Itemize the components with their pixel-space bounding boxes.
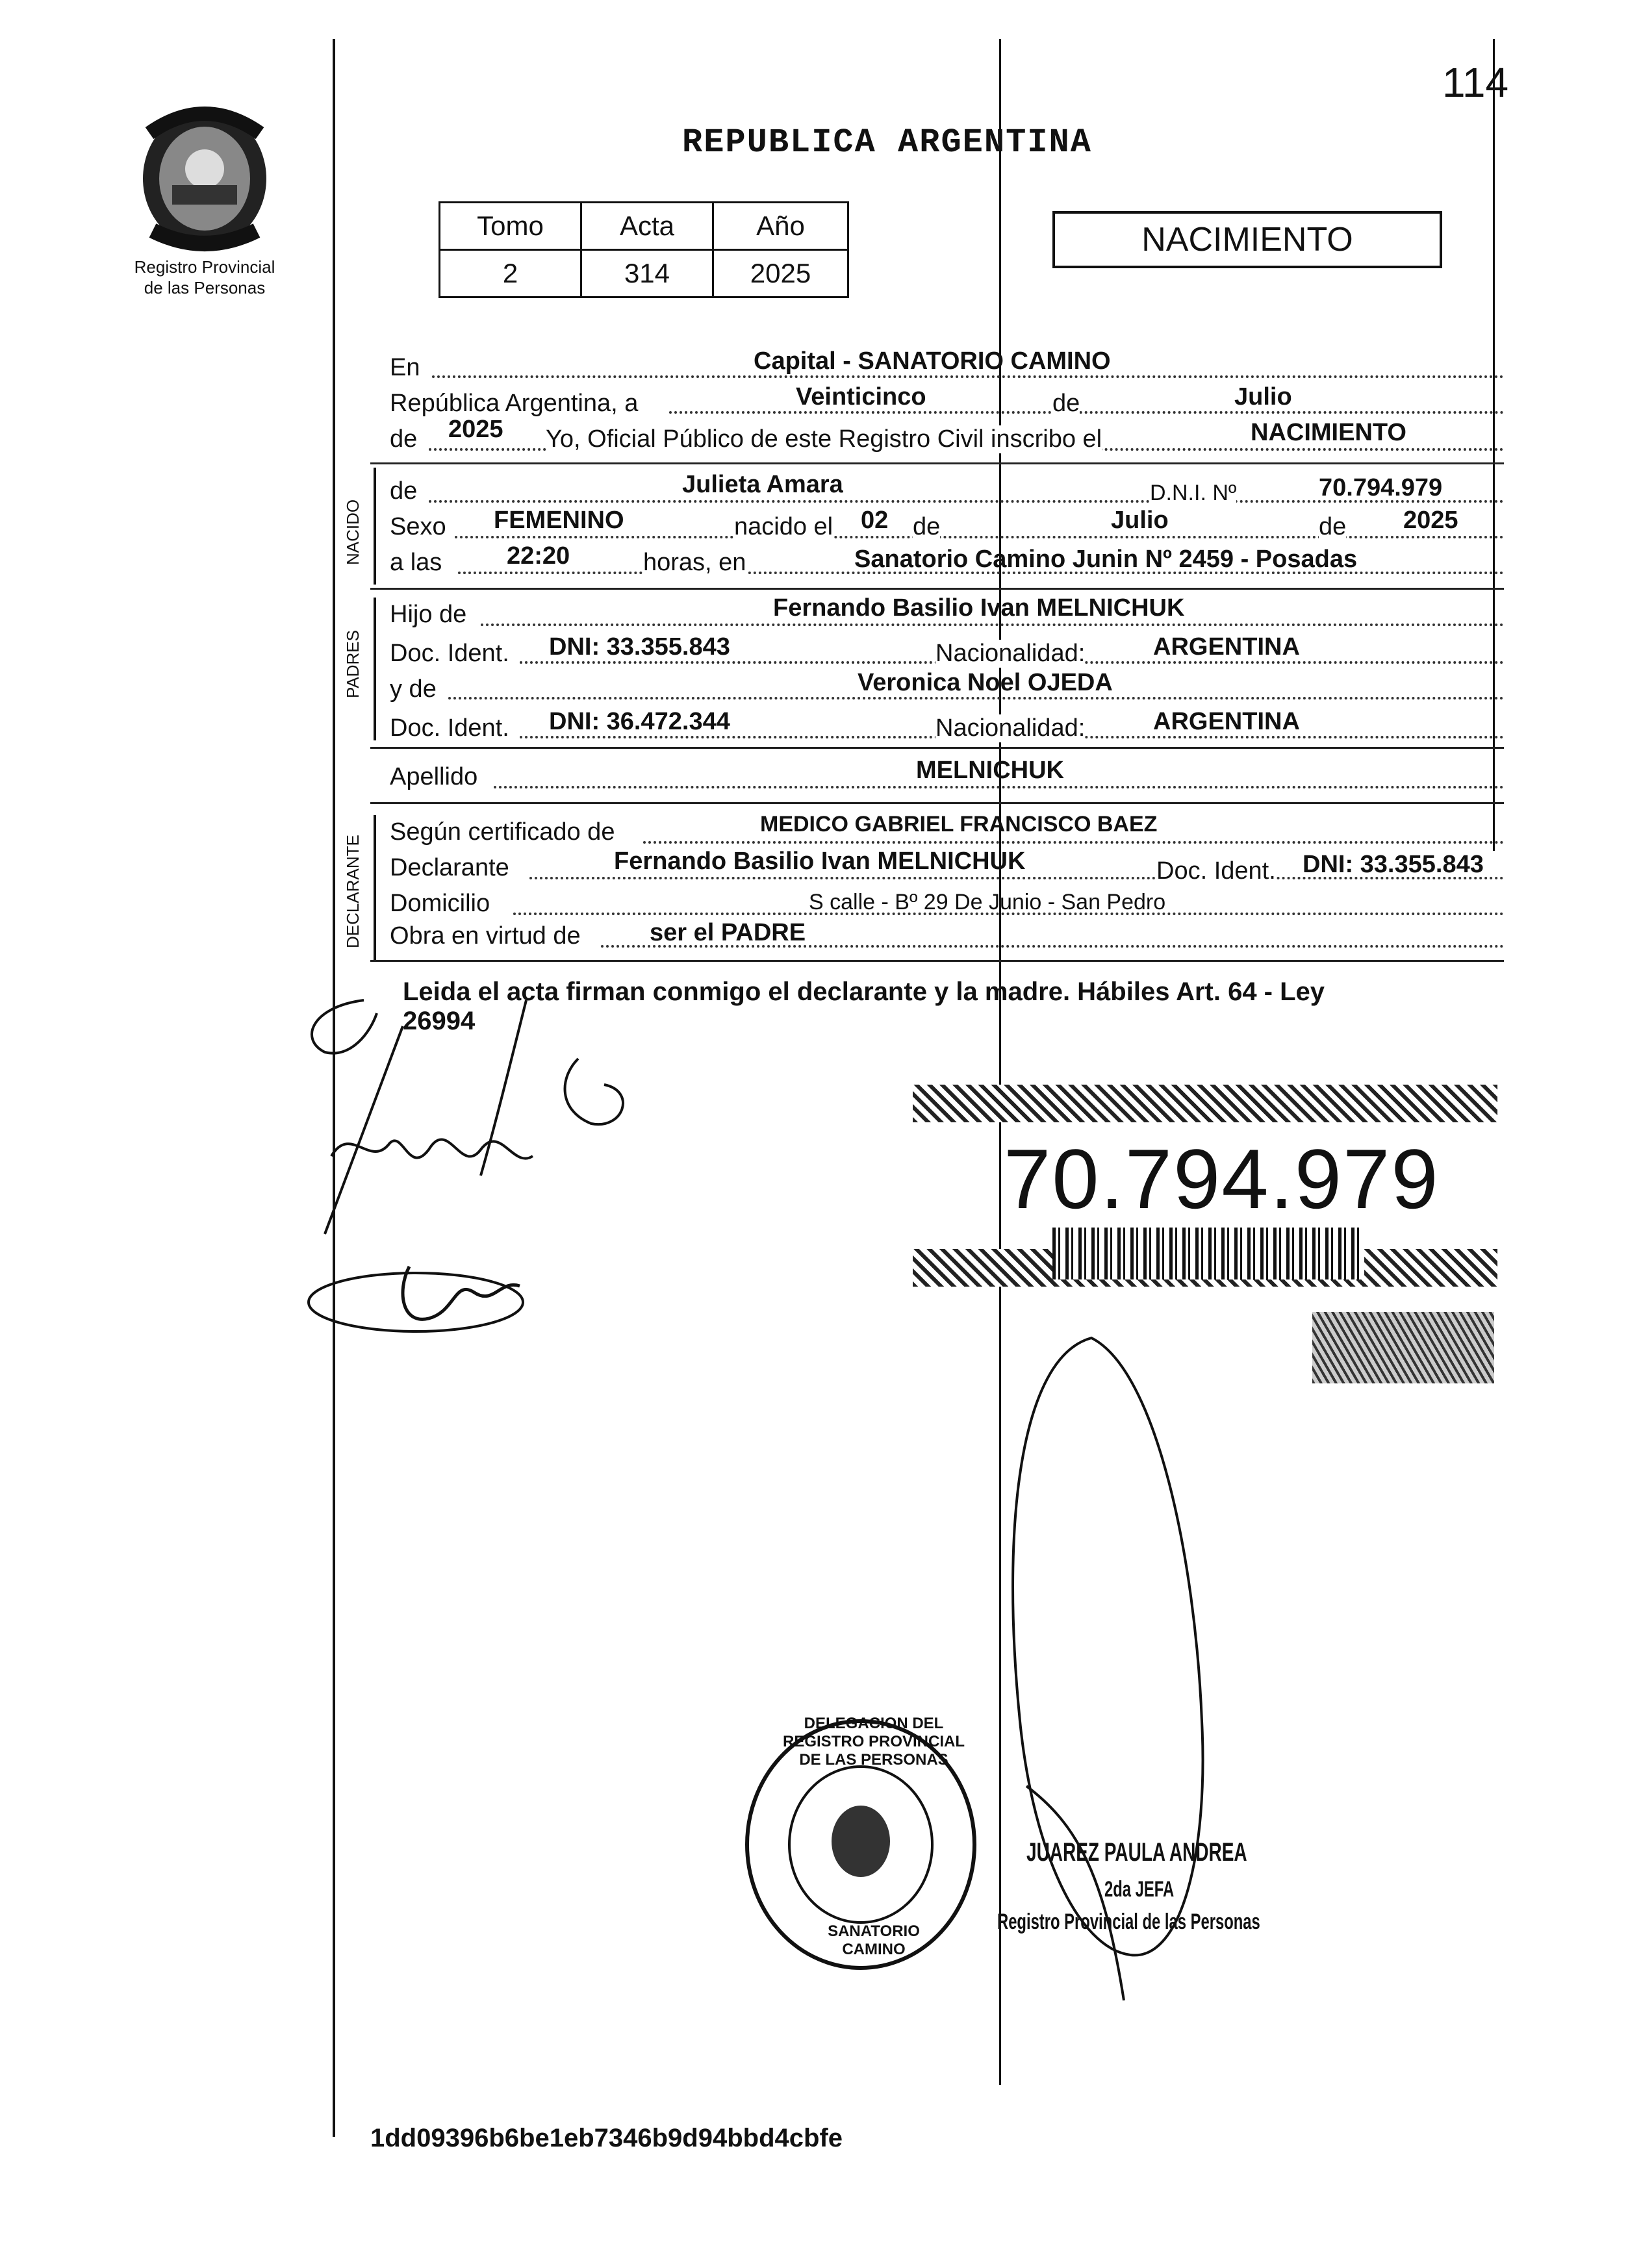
record-type-box: NACIMIENTO bbox=[1052, 211, 1442, 268]
en-label: En bbox=[390, 354, 420, 381]
section-bracket bbox=[374, 468, 376, 585]
month-value: Julio bbox=[1234, 383, 1292, 410]
header-acta: Acta bbox=[581, 203, 713, 250]
logo-caption: Registro Provincial de las Personas bbox=[134, 257, 275, 297]
day-value: Veinticinco bbox=[796, 383, 926, 410]
horas-label: horas, en bbox=[643, 549, 746, 576]
official-role: 2da JEFA bbox=[1104, 1877, 1175, 1902]
dotted-line bbox=[448, 697, 1504, 699]
de2-label: de bbox=[390, 425, 418, 453]
birth-year-value: 2025 bbox=[1403, 507, 1458, 534]
time-value: 22:20 bbox=[507, 542, 570, 570]
dotted-line bbox=[643, 841, 1504, 844]
section-label-padres: PADRES bbox=[343, 630, 362, 698]
mother-doc-value: DNI: 36.472.344 bbox=[549, 708, 730, 735]
dotted-line bbox=[669, 411, 1504, 414]
official-name: JUAREZ PAULA ANDREA bbox=[1026, 1838, 1247, 1867]
page-number: 114 bbox=[1442, 59, 1509, 106]
leida-note: Leida el acta firman conmigo el declarante y la madre. Hábiles Art. 64 - Ley bbox=[403, 977, 1325, 1006]
declarante-label: Declarante bbox=[390, 854, 509, 881]
child-name-value: Julieta Amara bbox=[682, 471, 843, 498]
value-tomo: 2 bbox=[440, 250, 581, 297]
mother-doc-label: Doc. Ident. bbox=[390, 714, 509, 742]
right-margin-line bbox=[1493, 39, 1495, 851]
header-tomo: Tomo bbox=[440, 203, 581, 250]
mother-nat-label: Nacionalidad: bbox=[935, 714, 1086, 742]
father-doc-label: Doc. Ident. bbox=[390, 640, 509, 667]
cert-value: MEDICO GABRIEL FRANCISCO BAEZ bbox=[760, 812, 1158, 837]
divider bbox=[370, 462, 1504, 464]
birth-day-value: 02 bbox=[861, 507, 889, 534]
leida-note-ley: 26994 bbox=[403, 1007, 476, 1035]
section-bracket bbox=[374, 598, 376, 740]
security-pattern-top bbox=[913, 1085, 1497, 1122]
dni-label: D.N.I. Nº bbox=[1150, 481, 1237, 505]
dotted-line bbox=[455, 536, 1504, 538]
nacido-de3-label: de bbox=[1319, 513, 1347, 540]
father-nat-value: ARGENTINA bbox=[1153, 633, 1300, 661]
seal-inner-text: SANATORIO CAMINO bbox=[828, 1922, 920, 1958]
father-nat-label: Nacionalidad: bbox=[935, 640, 1086, 667]
domicilio-label: Domicilio bbox=[390, 890, 490, 917]
birth-month-value: Julio bbox=[1111, 507, 1169, 534]
misiones-coat-of-arms-icon bbox=[123, 94, 286, 257]
de-label: de bbox=[1052, 390, 1080, 417]
divider bbox=[370, 747, 1504, 749]
apellido-label: Apellido bbox=[390, 763, 478, 790]
hijo-label: Hijo de bbox=[390, 601, 467, 628]
obra-value: ser el PADRE bbox=[650, 919, 806, 946]
dni-value: 70.794.979 bbox=[1319, 474, 1443, 501]
decl-doc-label: Doc. Ident. bbox=[1156, 857, 1276, 885]
madre-signature-icon bbox=[305, 1254, 552, 1364]
nacido-de-label: de bbox=[390, 477, 418, 505]
page-title: REPUBLICA ARGENTINA bbox=[682, 123, 1092, 162]
section-bracket bbox=[374, 815, 376, 961]
divider bbox=[370, 802, 1504, 804]
en-value: Capital - SANATORIO CAMINO bbox=[754, 347, 1111, 375]
barcode-icon bbox=[1052, 1228, 1364, 1279]
declarante-value: Fernando Basilio Ivan MELNICHUK bbox=[614, 848, 1026, 875]
mother-name-value: Veronica Noel OJEDA bbox=[858, 669, 1113, 696]
declarante-signature-icon bbox=[286, 961, 650, 1241]
dotted-line bbox=[494, 786, 1504, 788]
sexo-label: Sexo bbox=[390, 513, 446, 540]
year-value: 2025 bbox=[448, 416, 503, 443]
nacido-el-label: nacido el bbox=[734, 513, 833, 540]
place-value: Sanatorio Camino Junin Nº 2459 - Posadas bbox=[854, 546, 1358, 573]
apellido-value: MELNICHUK bbox=[916, 757, 1064, 784]
section-label-declarante: DECLARANTE bbox=[343, 835, 362, 948]
dotted-line bbox=[432, 375, 1504, 378]
nacido-de2-label: de bbox=[913, 513, 941, 540]
security-hologram-icon bbox=[1312, 1312, 1494, 1383]
barcode-number: 70.794.979 bbox=[1004, 1131, 1440, 1226]
document-hash: 1dd09396b6be1eb7346b9d94bbd4cbfe bbox=[370, 2124, 843, 2152]
yde-label: y de bbox=[390, 675, 437, 703]
dotted-line bbox=[481, 624, 1504, 626]
obra-label: Obra en virtud de bbox=[390, 922, 581, 950]
official-org: Registro Provincial de las Personas bbox=[997, 1909, 1260, 1934]
seal-text: DELEGACION DEL REGISTRO PROVINCIAL DE LAS PERSONAS bbox=[782, 1715, 965, 1769]
republica-label: República Argentina, a bbox=[390, 390, 639, 417]
value-anio: 2025 bbox=[713, 250, 848, 297]
header-anio: Año bbox=[713, 203, 848, 250]
alas-label: a las bbox=[390, 549, 442, 576]
divider bbox=[370, 588, 1504, 590]
father-name-value: Fernando Basilio Ivan MELNICHUK bbox=[773, 594, 1185, 622]
inscribo-value: NACIMIENTO bbox=[1251, 419, 1406, 446]
decl-doc-value: DNI: 33.355.843 bbox=[1303, 851, 1484, 878]
mother-nat-value: ARGENTINA bbox=[1153, 708, 1300, 735]
section-label-nacido: NACIDO bbox=[343, 499, 362, 565]
record-table bbox=[439, 201, 849, 298]
father-doc-value: DNI: 33.355.843 bbox=[549, 633, 730, 661]
sexo-value: FEMENINO bbox=[494, 507, 624, 534]
domicilio-value: S calle - Bº 29 De Junio - San Pedro bbox=[809, 890, 1166, 914]
cert-label: Según certificado de bbox=[390, 818, 615, 846]
inscribo-label: Yo, Oficial Público de este Registro Civil inscribo el bbox=[546, 425, 1102, 453]
value-acta: 314 bbox=[581, 250, 713, 297]
